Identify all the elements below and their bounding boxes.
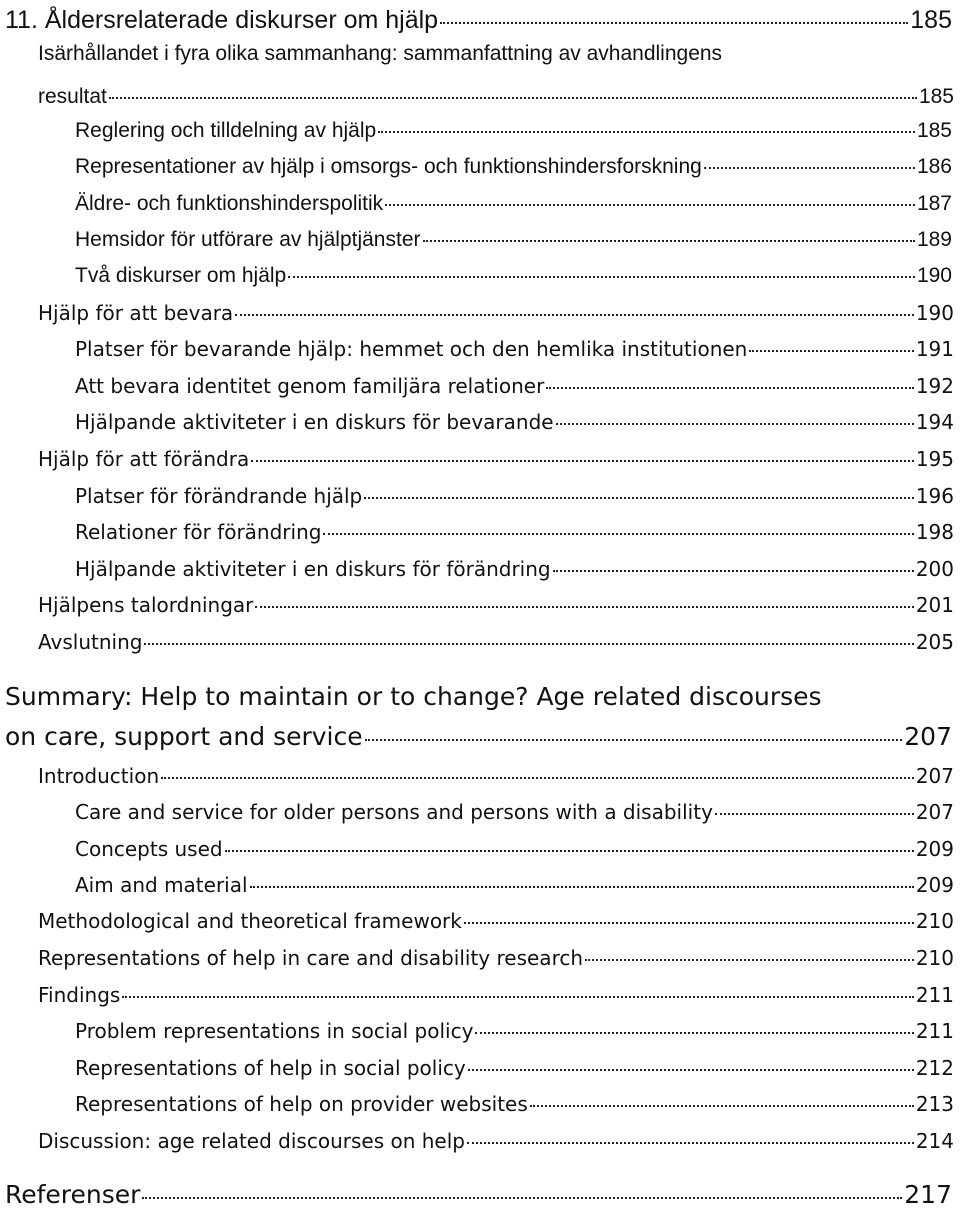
toc-entry-page: 185 [916, 119, 952, 142]
dot-leader [142, 1197, 902, 1199]
dot-leader [585, 959, 914, 961]
toc-entry-title: Avslutning [38, 630, 143, 654]
dot-leader [704, 167, 915, 169]
toc-entry-title: Hjälp för att förändra [38, 447, 250, 471]
toc-entry-platser-bevarande[interactable] [75, 337, 954, 361]
toc-entry-title: 11. Åldersrelaterade diskurser om hjälp [5, 6, 439, 34]
toc-entry-page: 200 [915, 557, 954, 581]
toc-entry-title: Discussion: age related discourses on help [38, 1129, 465, 1153]
toc-entry-title: Referenser [5, 1180, 141, 1209]
toc-entry-page: 209 [915, 837, 954, 861]
toc-entry-page: 210 [915, 909, 954, 933]
toc-entry-rep-policy[interactable] [75, 1056, 954, 1080]
toc-entry-title: Concepts used [75, 837, 223, 861]
toc-entry-method[interactable] [38, 909, 954, 933]
toc-entry-page: 205 [915, 630, 954, 654]
toc-entry-title: Platser för bevarande hjälp: hemmet och den hemlika institutionen [75, 337, 748, 361]
toc-entry-talordningar[interactable] [38, 593, 954, 617]
toc-entry-title: Att bevara identitet genom familjära relationer [75, 374, 545, 398]
toc-entry-platser-forandrande[interactable] [75, 484, 954, 508]
dot-leader [467, 1142, 914, 1144]
toc-entry-title: Representations of help in social policy [75, 1056, 466, 1080]
dot-leader [288, 276, 915, 278]
dot-leader [530, 1105, 914, 1107]
toc-entry-introduction[interactable] [38, 764, 954, 788]
toc-entry-page: 189 [916, 228, 952, 251]
dot-leader [423, 240, 915, 242]
toc-entry-page: 207 [915, 800, 954, 824]
dot-leader [122, 996, 913, 998]
toc-entry-referenser[interactable] [5, 1180, 952, 1209]
toc-entry-hemsidor[interactable] [75, 228, 952, 252]
dot-leader [546, 387, 914, 389]
toc-entry-page: 185 [910, 6, 952, 34]
toc-entry-aktiviteter-forandring[interactable] [75, 557, 954, 581]
toc-entry-title: Hjälpande aktiviteter i en diskurs för bevarande [75, 410, 554, 434]
toc-entry-reglering[interactable] [75, 119, 952, 143]
dot-leader [553, 570, 914, 572]
toc-entry-problem-rep[interactable] [75, 1019, 954, 1043]
toc-entry-isarhallandet-line1[interactable]: Isärhållandet i fyra olika sammanhang: sammanfattning av avhandlingens [38, 42, 723, 65]
toc-entry-title: on care, support and service [5, 722, 363, 751]
toc-entry-title: Representations of help in care and disability research [38, 946, 584, 970]
toc-entry-findings[interactable] [38, 983, 954, 1007]
toc-entry-page: 212 [915, 1056, 954, 1080]
toc-entry-isarhallandet[interactable] [38, 85, 954, 109]
toc-entry-page: 192 [915, 374, 954, 398]
toc-entry-title: Hjälpens talordningar [38, 593, 254, 617]
toc-entry-page: 198 [915, 520, 954, 544]
dot-leader [749, 350, 913, 352]
toc-entry-avslutning[interactable] [38, 630, 954, 654]
toc-entry-page: 191 [915, 337, 954, 361]
toc-entry-page: 211 [915, 983, 954, 1007]
toc-entry-summary-line1[interactable]: Summary: Help to maintain or to change? Age related discourses [5, 682, 822, 711]
toc-entry-page: 190 [916, 264, 952, 287]
dot-leader [556, 423, 914, 425]
toc-entry-title: Hemsidor för utförare av hjälptjänster [75, 228, 421, 251]
toc-entry-title: Introduction [38, 764, 160, 788]
toc-entry-page: 214 [915, 1129, 954, 1153]
toc-entry-representationer[interactable] [75, 155, 952, 179]
toc-entry-page: 196 [915, 484, 954, 508]
toc-entry-aldre[interactable] [75, 192, 952, 216]
toc-entry-care-service[interactable] [75, 800, 954, 824]
toc-entry-page: 190 [915, 301, 954, 325]
toc-entry-title: resultat [38, 85, 107, 108]
dot-leader [378, 131, 915, 133]
dot-leader [161, 777, 914, 779]
toc-entry-title: Representations of help on provider websites [75, 1092, 528, 1116]
toc-entry-title: Relationer för förändring [75, 520, 322, 544]
dot-leader [715, 813, 914, 815]
toc-entry-concepts[interactable] [75, 837, 954, 861]
dot-leader [323, 533, 913, 535]
toc-entry-page: 210 [915, 946, 954, 970]
dot-leader [251, 460, 914, 462]
dot-leader [109, 97, 917, 99]
toc-entry-title: Hjälp för att bevara [38, 301, 234, 325]
toc-entry-page: 194 [915, 410, 954, 434]
toc-entry-chapter-11[interactable] [5, 6, 952, 35]
toc-entry-page: 211 [915, 1019, 954, 1043]
dot-leader [365, 739, 903, 741]
toc-entry-forandra[interactable] [38, 447, 954, 471]
toc-entry-title: Representationer av hjälp i omsorgs- och funktionshindersforskning [75, 155, 702, 178]
toc-entry-title: Platser för förändrande hjälp [75, 484, 363, 508]
toc-entry-title: Problem representations in social policy [75, 1019, 474, 1043]
toc-entry-rep-websites[interactable] [75, 1092, 954, 1116]
toc-entry-aim[interactable] [75, 873, 954, 897]
toc-entry-page: 209 [915, 873, 954, 897]
toc-entry-bevara[interactable] [38, 301, 954, 325]
toc-entry-identitet[interactable] [75, 374, 954, 398]
toc-entry-title: Aim and material [75, 873, 248, 897]
toc-entry-page: 207 [915, 764, 954, 788]
toc-entry-aktiviteter-bevarande[interactable] [75, 410, 954, 434]
dot-leader [255, 606, 913, 608]
dot-leader [250, 886, 914, 888]
dot-leader [440, 22, 908, 24]
dot-leader [464, 922, 914, 924]
toc-entry-page: 213 [915, 1092, 954, 1116]
toc-entry-page: 186 [916, 155, 952, 178]
dot-leader [225, 850, 914, 852]
dot-leader [364, 497, 914, 499]
toc-entry-page: 207 [904, 722, 952, 751]
dot-leader [475, 1032, 913, 1034]
toc-entry-rep-research[interactable] [38, 946, 954, 970]
dot-leader [385, 204, 915, 206]
toc-entry-tva-diskurser[interactable] [75, 264, 952, 288]
dot-leader [468, 1069, 914, 1071]
toc-entry-relationer[interactable] [75, 520, 954, 544]
dot-leader [144, 643, 913, 645]
toc-entry-summary[interactable] [5, 722, 952, 751]
toc-entry-title: Hjälpande aktiviteter i en diskurs för förändring [75, 557, 551, 581]
toc-entry-title: Methodological and theoretical framework [38, 909, 462, 933]
toc-entry-page: 185 [918, 85, 954, 108]
toc-entry-title: Två diskurser om hjälp [75, 264, 287, 287]
toc-entry-page: 217 [904, 1180, 952, 1209]
toc-entry-title: Care and service for older persons and persons with a disability [75, 800, 713, 824]
toc-entry-title: Findings [38, 983, 121, 1007]
toc-entry-discussion[interactable] [38, 1129, 954, 1153]
toc-entry-page: 201 [915, 593, 954, 617]
toc-entry-page: 195 [915, 447, 954, 471]
toc-entry-title: Reglering och tilldelning av hjälp [75, 119, 377, 142]
toc-entry-page: 187 [916, 192, 952, 215]
toc-entry-title: Äldre- och funktionshinderspolitik [75, 192, 384, 215]
dot-leader [235, 314, 914, 316]
